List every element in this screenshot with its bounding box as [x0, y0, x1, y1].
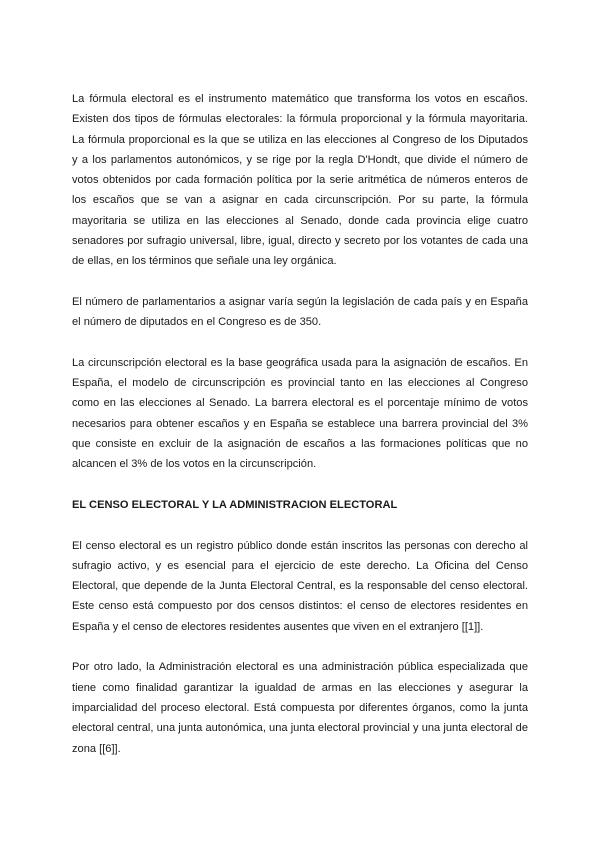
paragraph-numero-parlamentarios: El número de parlamentarios a asignar varía según la legislación de cada país y en España el número de diputados en el Congreso es de 350.: [72, 295, 528, 329]
paragraph-censo-electoral: El censo electoral es un registro público donde están inscritos las personas con derecho al sufragio activo, y es esencial para el ejercicio de este derecho. La Oficina del Censo Electoral, que depende de la Junta Electoral Central, es la responsable del censo electoral. Este censo está compuesto por dos censos distintos: el censo de electores residentes en España y el censo de electores residentes ausentes que viven en el extranjero [[1]].: [72, 539, 528, 633]
paragraph-administracion-electoral: Por otro lado, la Administración electoral es una administración pública especializada que tiene como finalidad garantizar la igualdad de armas en las elecciones y asegurar la imparcialidad del proceso electoral. Está compuesta por diferentes órganos, como la junta electoral central, una junta autonómica, una junta electoral provincial y una junta electoral de zona [[6]].: [72, 661, 528, 755]
paragraph-formula-electoral: La fórmula electoral es el instrumento matemático que transforma los votos en escaños. Existen dos tipos de fórmulas electorales: la fórmula proporcional y la fórmula mayoritaria. La fórmula proporcional es la que se utiliza en las elecciones al Congreso de los Diputados y a los parlamentos autonómicos, y se rige por la regla D'Hondt, que divide el número de votos obtenidos por cada formación política por la serie aritmética de números enteros de los escaños que se van a asignar en cada circunscripción. Por su parte, la fórmula mayoritaria se utiliza en las elecciones al Senado, donde cada provincia elige cuatro senadores por sufragio universal, libre, igual, directo y secreto por los votantes de cada una de ellas, en los términos que señale una ley orgánica.: [72, 93, 528, 268]
section-heading: EL CENSO ELECTORAL Y LA ADMINISTRACION ELECTORAL: [72, 498, 398, 511]
paragraph-circunscripcion: La circunscripción electoral es la base geográfica usada para la asignación de escaños. En España, el modelo de circunscripción es provincial tanto en las elecciones al Congreso como en las elecciones al Senado. La barrera electoral es el porcentaje mínimo de votos necesarios para obtener escaños y en España se establece una barrera provincial del 3% que consiste en excluir de la asignación de escaños a las formaciones políticas que no alcancen el 3% de los votos en la circunscripción.: [72, 356, 528, 471]
document-page: [72, 89, 528, 779]
